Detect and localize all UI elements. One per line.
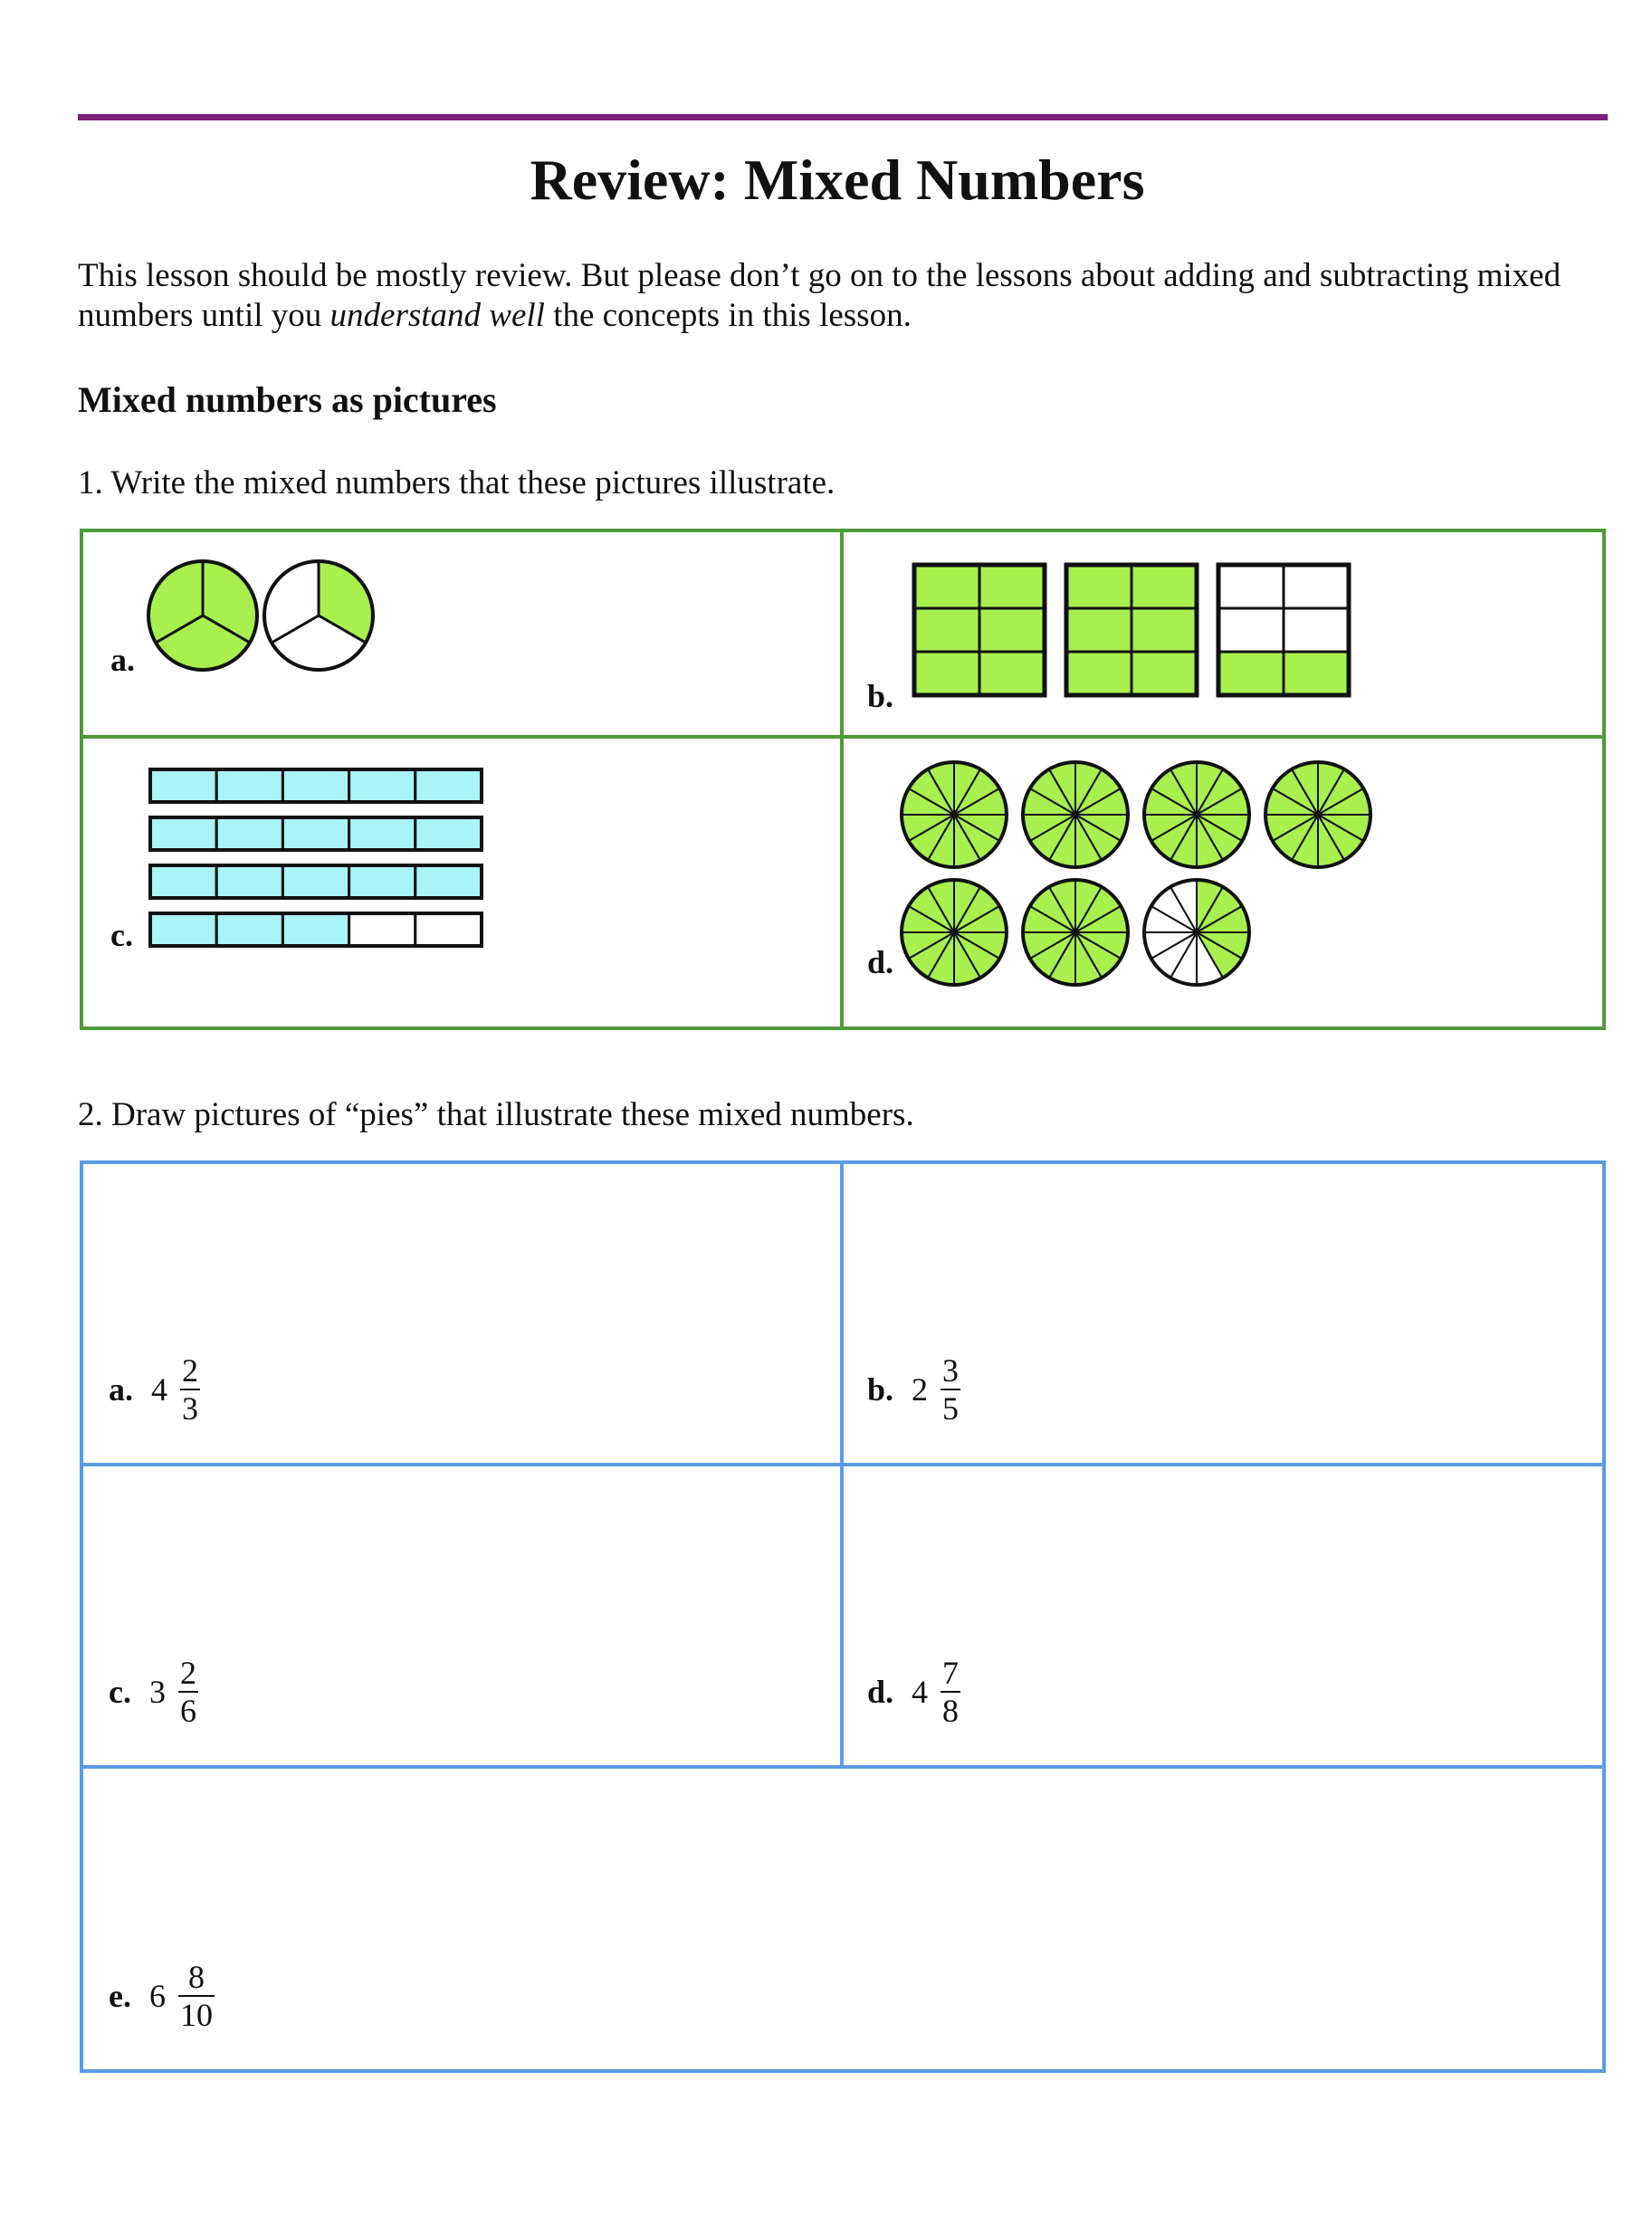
q2-whole-e: 6 [148, 1978, 166, 2014]
q1b-piece [1066, 608, 1132, 652]
q2-mixed-number-a [109, 1354, 200, 1425]
q1d-pie [1023, 880, 1128, 985]
q2-numerator-a: 2 [182, 1352, 198, 1389]
q1-label-d: d. [867, 944, 894, 980]
intro-paragraph [78, 256, 1617, 336]
q1c-piece [150, 865, 216, 898]
q1c-piece [415, 769, 482, 802]
q1a-pie [264, 561, 373, 670]
q2-fraction-e [178, 1961, 215, 2031]
q1c-piece [216, 865, 282, 898]
q1d-pie [902, 762, 1007, 867]
q1-picture-a [147, 558, 400, 675]
intro-text-2: the concepts in this lesson. [544, 297, 912, 334]
q2-mixed-number-d [867, 1656, 960, 1727]
q1c-strip [150, 769, 482, 802]
q2-mixed-number-e [109, 1961, 215, 2031]
q2-denominator-c: 6 [179, 1693, 196, 1729]
q2-mixed-number-b [867, 1354, 960, 1425]
q1b-piece [1132, 565, 1197, 608]
q1c-strip [150, 817, 482, 850]
q2-denominator-d: 8 [942, 1693, 960, 1729]
q2-label-b: b. [867, 1371, 894, 1408]
q1c-piece [150, 817, 216, 850]
q2-fraction-a [180, 1354, 200, 1425]
q1d-pie [1144, 880, 1249, 985]
question-1-grid [80, 529, 1606, 1030]
q1b-piece [1284, 608, 1349, 652]
q1d-pie [1023, 762, 1128, 867]
q1-cell-b [840, 529, 1606, 739]
q1c-piece [282, 769, 349, 802]
q1c-piece [415, 817, 482, 850]
q1b-piece [979, 652, 1045, 695]
q1-cell-d [840, 735, 1606, 1030]
q1b-piece [914, 565, 979, 608]
q2-numerator-c: 2 [179, 1655, 196, 1691]
q2-whole-c: 3 [148, 1674, 166, 1710]
q1a-pie [148, 561, 257, 670]
q2-cell-c[interactable] [80, 1463, 844, 1769]
q1-label-a: a. [110, 642, 135, 678]
q1-cell-a [80, 529, 844, 739]
q1c-piece [349, 865, 415, 898]
q1b-rectangle [914, 565, 1045, 695]
question-2-prompt: 2. Draw pictures of “pies” that illustrate these mixed numbers. [78, 1096, 914, 1133]
q1b-piece [1218, 608, 1284, 652]
q2-denominator-b: 5 [942, 1390, 960, 1427]
q1-label-b: b. [867, 678, 894, 714]
q2-fraction-b [941, 1354, 960, 1425]
q1c-piece [150, 913, 216, 946]
q2-cell-d[interactable] [840, 1463, 1606, 1769]
q2-numerator-d: 7 [942, 1655, 960, 1691]
q1c-piece [216, 913, 282, 946]
intro-emphasis: understand well [329, 297, 545, 334]
q1b-piece [1132, 608, 1197, 652]
q1b-piece [1066, 652, 1132, 695]
q1c-piece [216, 769, 282, 802]
q1b-piece [914, 652, 979, 695]
q2-numerator-b: 3 [942, 1352, 960, 1389]
q2-label-c: c. [109, 1674, 131, 1710]
q1b-piece [979, 565, 1045, 608]
q1d-pie [1144, 762, 1249, 867]
question-1-prompt: 1. Write the mixed numbers that these pictures illustrate. [78, 464, 836, 501]
q1c-piece [282, 913, 349, 946]
q1b-piece [1132, 652, 1197, 695]
header-rule [78, 114, 1608, 120]
q2-denominator-a: 3 [182, 1390, 198, 1427]
q1b-piece [1284, 652, 1349, 695]
q1b-piece [1218, 565, 1284, 608]
q2-cell-a[interactable] [80, 1160, 844, 1466]
q1b-piece [1066, 565, 1132, 608]
q1c-piece [349, 913, 415, 946]
q2-mixed-number-c [109, 1656, 198, 1727]
q1c-piece [415, 913, 482, 946]
q2-whole-b: 2 [912, 1371, 929, 1408]
q1b-piece [979, 608, 1045, 652]
q1-label-c: c. [110, 917, 133, 953]
q1d-pie [902, 880, 1007, 985]
q1c-piece [150, 769, 216, 802]
q2-cell-e[interactable] [80, 1765, 1606, 2073]
q1c-strip [150, 865, 482, 898]
q1c-strip [150, 913, 482, 946]
q1-cell-c [80, 735, 844, 1030]
q2-numerator-e: 8 [187, 1959, 205, 1995]
q1b-piece [1284, 565, 1349, 608]
q2-denominator-e: 10 [179, 1997, 213, 2033]
q2-label-a: a. [109, 1371, 133, 1408]
q1c-piece [349, 769, 415, 802]
q1c-piece [282, 817, 349, 850]
q2-whole-d: 4 [912, 1674, 929, 1710]
q1c-piece [415, 865, 482, 898]
q1c-piece [282, 865, 349, 898]
q1c-piece [349, 817, 415, 850]
q1b-piece [1218, 652, 1284, 695]
q1b-rectangle [1066, 565, 1197, 695]
q2-whole-a: 4 [151, 1371, 167, 1408]
q2-fraction-d [941, 1656, 960, 1727]
q1d-pie [1265, 762, 1370, 867]
q2-label-e: e. [109, 1978, 131, 2014]
q1b-rectangle [1218, 565, 1349, 695]
q1-picture-b [914, 565, 1349, 701]
q2-label-d: d. [867, 1674, 894, 1710]
question-2-grid [80, 1160, 1606, 2073]
q1b-piece [914, 608, 979, 652]
page-title: Review: Mixed Numbers [530, 148, 1145, 212]
q1c-piece [216, 817, 282, 850]
intro-text-1: This lesson should be mostly review. But please don’t go on to the lessons about adding and subtracting mixed numbers until you [78, 257, 1561, 334]
q2-fraction-c [178, 1656, 198, 1727]
q1-picture-d [902, 762, 1390, 998]
q1-picture-c [150, 769, 494, 969]
q2-cell-b[interactable] [840, 1160, 1606, 1466]
section-heading: Mixed numbers as pictures [78, 379, 497, 420]
